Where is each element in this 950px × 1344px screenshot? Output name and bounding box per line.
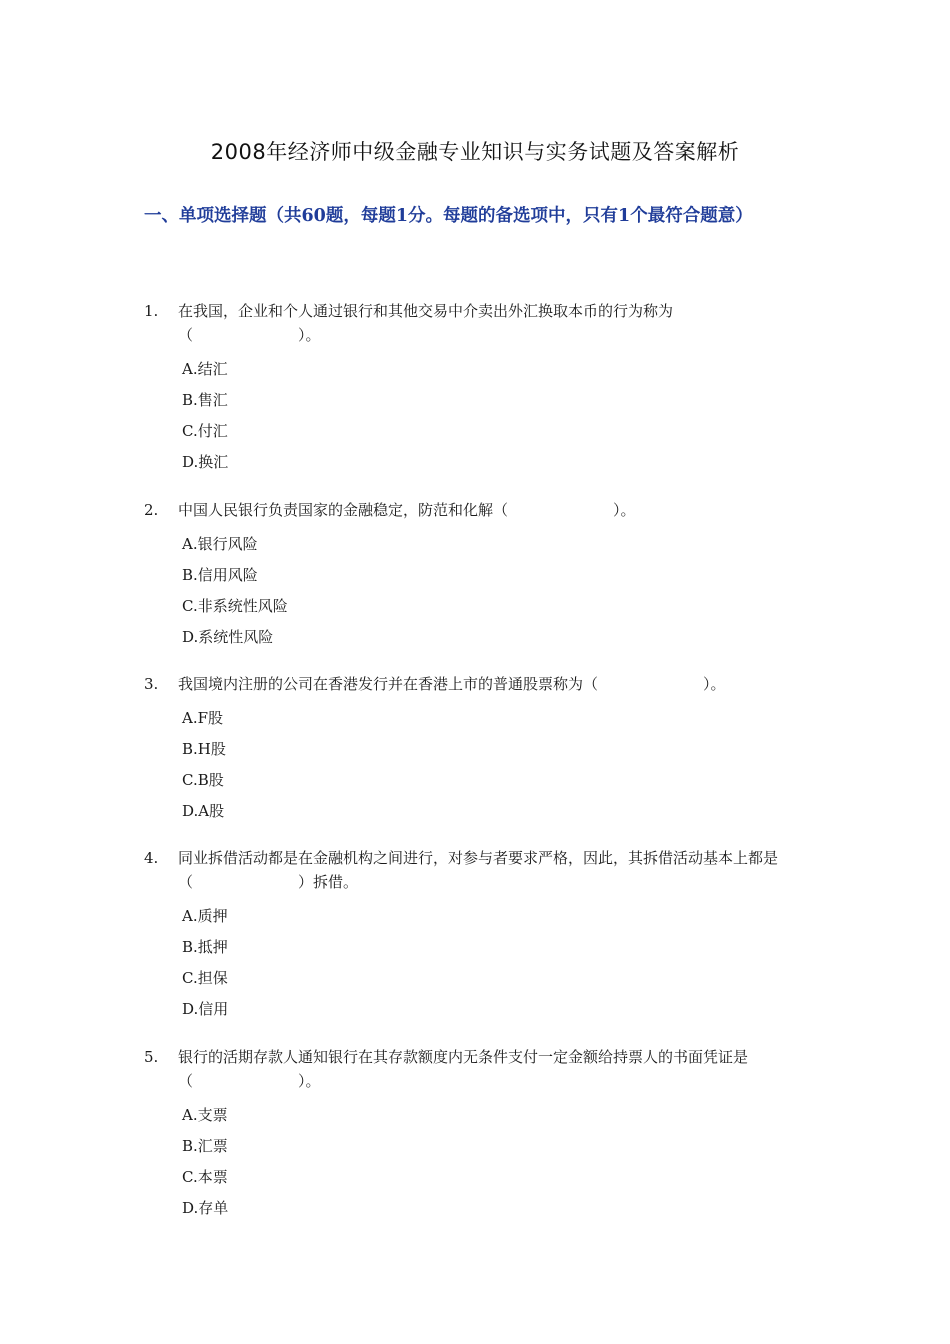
option-d: D.系统性风险 <box>182 628 274 646</box>
question-number: 2. <box>144 501 159 519</box>
option-list <box>182 703 814 827</box>
question-2 <box>144 498 814 653</box>
question-4 <box>144 846 814 1025</box>
question-text: 我国境内注册的公司在香港发行并在香港上市的普通股票称为（ ）。 <box>178 675 726 693</box>
question-stem <box>144 498 814 522</box>
option-d: D.存单 <box>182 1199 229 1217</box>
question-5 <box>144 1045 814 1224</box>
question-1 <box>144 299 814 478</box>
option-c: C.本票 <box>182 1168 228 1186</box>
option-b: B.售汇 <box>182 391 228 409</box>
option-a: A.支票 <box>182 1106 228 1124</box>
document-title: 2008年经济师中级金融专业知识与实务试题及答案解析 <box>210 140 740 164</box>
question-text: 同业拆借活动都是在金融机构之间进行，对参与者要求严格，因此，其拆借活动基本上都是（ ）拆借。 <box>178 849 779 891</box>
option-list <box>182 1100 814 1224</box>
question-stem <box>144 1045 814 1093</box>
option-b: B.信用风险 <box>182 566 258 584</box>
option-a: A.结汇 <box>182 360 228 378</box>
question-number: 4. <box>144 849 159 867</box>
option-b: B.H股 <box>182 740 226 758</box>
question-number: 3. <box>144 675 159 693</box>
question-stem <box>144 299 814 347</box>
option-b: B.汇票 <box>182 1137 228 1155</box>
option-a: A.银行风险 <box>182 535 258 553</box>
option-a: A.F股 <box>182 709 224 727</box>
question-stem <box>144 846 814 894</box>
question-number: 5. <box>144 1048 159 1066</box>
option-c: C.付汇 <box>182 422 228 440</box>
option-c: C.担保 <box>182 969 228 987</box>
question-text: 银行的活期存款人通知银行在其存款额度内无条件支付一定金额给持票人的书面凭证是（ ）。 <box>178 1048 749 1090</box>
question-text: 中国人民银行负责国家的金融稳定，防范和化解（ ）。 <box>178 501 636 519</box>
option-b: B.抵押 <box>182 938 228 956</box>
option-d: D.换汇 <box>182 453 229 471</box>
option-a: A.质押 <box>182 907 228 925</box>
question-stem <box>144 672 814 696</box>
option-list <box>182 354 814 478</box>
question-number: 1. <box>144 302 159 320</box>
option-c: C.B股 <box>182 771 224 789</box>
option-list <box>182 901 814 1025</box>
option-d: D.A股 <box>182 802 225 820</box>
section-heading: 一、单项选择题（共60题，每题1分。每题的备选项中，只有1个最符合题意） <box>144 206 753 226</box>
option-d: D.信用 <box>182 1000 229 1018</box>
option-list <box>182 529 814 653</box>
option-c: C.非系统性风险 <box>182 597 288 615</box>
question-text: 在我国，企业和个人通过银行和其他交易中介卖出外汇换取本币的行为称为（ ）。 <box>178 302 674 344</box>
question-3 <box>144 672 814 827</box>
